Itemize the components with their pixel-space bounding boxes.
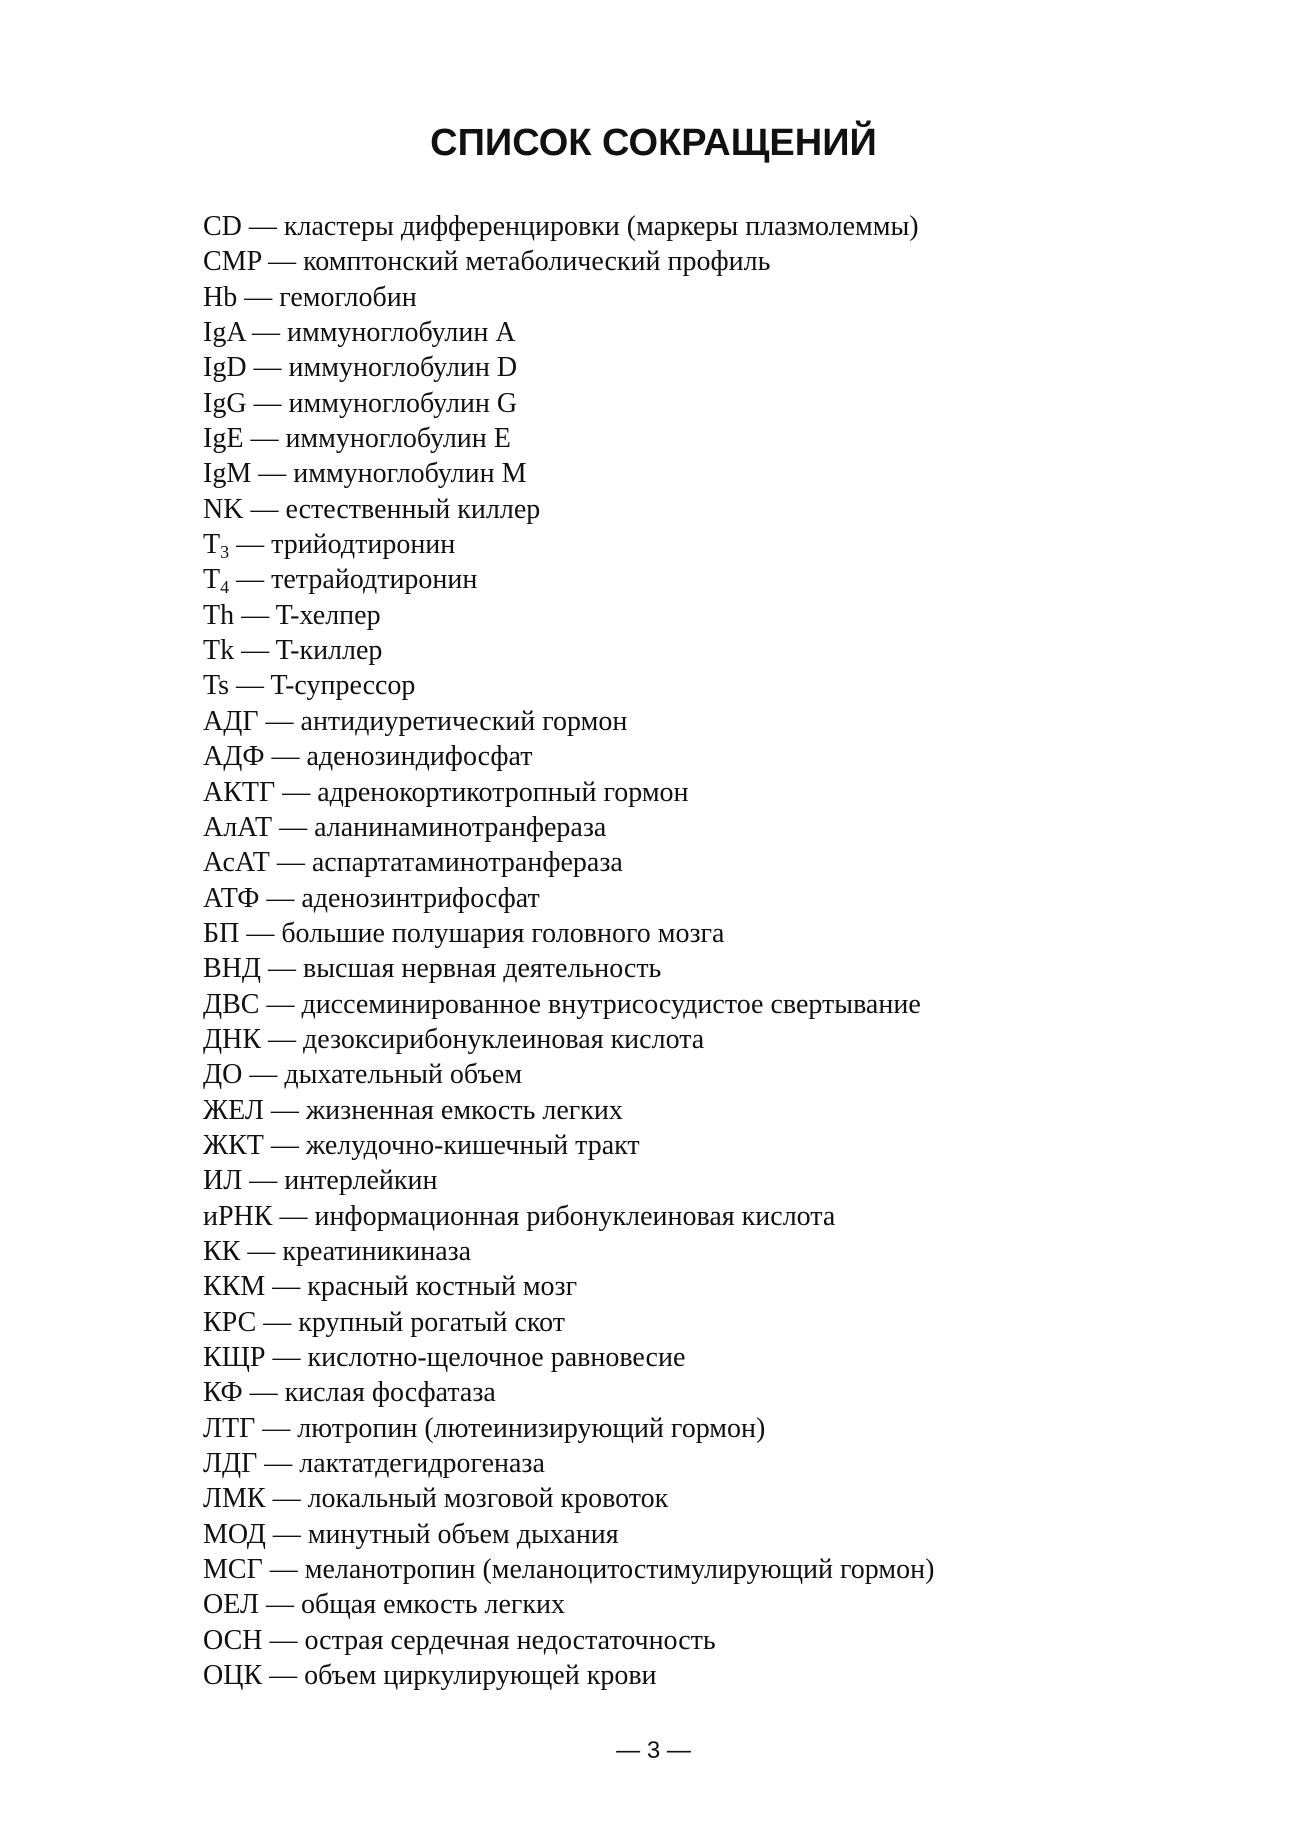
abbreviation-entry [203, 315, 1203, 350]
abbreviation-entry [203, 1587, 1203, 1622]
abbreviation-definition: острая сердечная недостаточность [304, 1624, 716, 1656]
abbreviation-term: КК [203, 1235, 241, 1267]
abbreviation-separator: — [242, 1165, 285, 1197]
abbreviation-term: NK [203, 493, 244, 525]
abbreviation-definition: аспартатаминотранфераза [311, 847, 623, 879]
abbreviation-term: МОД [203, 1518, 266, 1550]
abbreviation-term: IgA [203, 317, 245, 349]
abbreviation-separator: — [229, 564, 272, 596]
abbreviation-term: МСГ [203, 1554, 263, 1586]
abbreviation-entry [203, 209, 1203, 244]
abbreviation-entry [203, 1022, 1203, 1057]
abbreviation-definition: общая емкость легких [300, 1589, 565, 1621]
abbreviation-separator: — [234, 635, 276, 667]
abbreviation-definition: комптонский метаболический профиль [303, 246, 771, 278]
abbreviation-entry [203, 668, 1203, 703]
abbreviation-entry [203, 350, 1203, 385]
abbreviation-separator: — [272, 811, 315, 843]
abbreviation-definition: большие полушария головного мозга [281, 917, 725, 949]
abbreviation-definition: дыхательный объем [284, 1059, 523, 1091]
abbreviation-separator: — [239, 917, 282, 949]
abbreviation-separator: — [265, 1518, 308, 1550]
abbreviation-term: Th [203, 599, 235, 631]
abbreviation-entry [203, 739, 1203, 774]
abbreviation-term: ДО [203, 1059, 243, 1091]
abbreviation-term: ЛМК [203, 1483, 266, 1515]
abbreviation-entry [203, 1658, 1203, 1693]
abbreviation-term: иРНК [203, 1200, 273, 1232]
abbreviation-separator: — [245, 317, 287, 349]
abbreviation-term: IgD [203, 352, 247, 384]
abbreviation-entry [203, 1446, 1203, 1481]
abbreviation-term: $T_4$ [203, 564, 230, 598]
page-title: СПИСОК СОКРАЩЕНИЙ [430, 122, 877, 164]
abbreviation-entry [203, 386, 1203, 421]
abbreviation-definition: информационная рибонуклеиновая кислота [314, 1200, 836, 1232]
abbreviation-entry [203, 1552, 1203, 1587]
abbreviation-separator: — [261, 1023, 303, 1055]
abbreviation-entry [203, 1623, 1203, 1658]
abbreviation-separator: — [251, 458, 294, 490]
abbreviation-term: $T_3$ [203, 529, 230, 563]
abbreviation-term: КЩР [203, 1342, 266, 1373]
abbreviation-term: ЛТГ [203, 1412, 256, 1444]
abbreviation-definition: дезоксирибонуклеиновая кислота [303, 1023, 705, 1055]
abbreviation-definition: локальный мозговой кровоток [307, 1483, 669, 1515]
abbreviation-entry [203, 280, 1203, 315]
abbreviation-term: Tk [203, 635, 235, 667]
abbreviation-separator: — [246, 352, 289, 384]
abbreviation-separator: — [263, 1129, 306, 1161]
abbreviation-entry [203, 527, 1203, 562]
abbreviation-entry [203, 1340, 1203, 1375]
abbreviation-separator: — [229, 670, 271, 702]
abbreviation-term: Ts [203, 670, 230, 702]
abbreviation-definition: адренокортикотропный гормон [317, 776, 689, 808]
abbreviation-definition: минутный объем дыхания [307, 1518, 619, 1550]
abbreviation-separator: — [258, 1589, 301, 1621]
abbreviation-entry [203, 1269, 1203, 1304]
abbreviation-definition: T-хелпер [275, 599, 381, 631]
abbreviation-term: ВНД [203, 953, 261, 985]
abbreviation-separator: — [259, 988, 302, 1020]
abbreviation-entry [203, 881, 1203, 916]
abbreviation-definition: жизненная емкость легких [305, 1094, 623, 1126]
abbreviation-term: АсАТ [203, 847, 270, 879]
abbreviation-entry [203, 810, 1203, 845]
abbreviation-entry [203, 775, 1203, 810]
abbreviation-term: IgG [203, 387, 247, 419]
abbreviation-separator: — [259, 882, 302, 914]
abbreviation-definition: меланотропин (меланоцитостимулирующий гормон) [304, 1554, 935, 1586]
abbreviation-separator: — [262, 1554, 305, 1586]
abbreviation-term: ДНК [203, 1023, 261, 1055]
abbreviation-definition: кластеры дифференцировки (маркеры плазмолеммы) [283, 211, 919, 242]
abbreviation-definition: диссеминированное внутрисосудистое свертывание [301, 988, 921, 1020]
abbreviation-definition: иммуноглобулин M [293, 458, 527, 490]
abbreviation-entry [203, 845, 1203, 880]
abbreviation-entry [203, 1057, 1203, 1092]
abbreviation-term: IgE [203, 423, 244, 455]
abbreviation-definition: T-киллер [275, 635, 383, 667]
abbreviation-entry [203, 633, 1203, 668]
abbreviation-separator: — [258, 705, 301, 737]
abbreviation-definition: креатиникиназа [282, 1235, 472, 1267]
abbreviation-separator: — [229, 529, 272, 561]
abbreviation-definition: гемоглобин [279, 281, 417, 313]
abbreviation-separator: — [257, 1448, 300, 1480]
abbreviation-definition: иммуноглобулин E [285, 423, 511, 455]
abbreviation-term: АДФ [203, 741, 265, 773]
abbreviation-entry [203, 1481, 1203, 1516]
abbreviation-definition: интерлейкин [284, 1165, 438, 1197]
abbreviation-definition: аланинаминотранфераза [314, 811, 607, 843]
abbreviation-separator: — [265, 1483, 308, 1515]
abbreviation-entry [203, 456, 1203, 491]
abbreviation-definition: иммуноглобулин G [288, 387, 518, 419]
abbreviation-term: ЖЕЛ [203, 1094, 264, 1126]
abbreviation-separator: — [269, 847, 312, 879]
abbreviation-separator: — [243, 493, 286, 525]
abbreviation-separator: — [241, 211, 284, 242]
abbreviation-separator: — [255, 1412, 298, 1444]
abbreviation-term: АКТГ [203, 776, 276, 808]
abbreviation-separator: — [265, 1342, 308, 1373]
abbreviation-definition: лактатдегидрогеназа [299, 1448, 545, 1480]
abbreviation-definition: иммуноглобулин A [287, 317, 516, 349]
abbreviation-entry [203, 951, 1203, 986]
abbreviation-term: АлАТ [203, 811, 273, 843]
abbreviation-definition: крупный рогатый скот [298, 1306, 565, 1338]
abbreviation-entry [203, 1199, 1203, 1234]
abbreviation-separator: — [243, 423, 286, 455]
abbreviation-term: ОЕЛ [203, 1589, 259, 1621]
abbreviation-entry [203, 598, 1203, 633]
abbreviation-separator: — [262, 1660, 305, 1692]
abbreviation-entry [203, 244, 1203, 279]
abbreviation-term: CD [203, 211, 242, 242]
abbreviation-term: ЖКТ [203, 1129, 264, 1161]
abbreviation-separator: — [237, 281, 280, 313]
abbreviation-entry [203, 1234, 1203, 1269]
abbreviation-separator: — [264, 741, 307, 773]
abbreviation-definition: кислая фосфатаза [284, 1377, 496, 1409]
abbreviation-definition: объем циркулирующей крови [304, 1660, 657, 1692]
abbreviation-term: ОЦК [203, 1660, 263, 1692]
abbreviation-entry [203, 704, 1203, 739]
abbreviation-definition: кислотно-щелочное равновесие [307, 1342, 686, 1373]
abbreviation-entry [203, 1411, 1203, 1446]
abbreviation-term: CMP [203, 246, 262, 278]
abbreviation-entry [203, 1375, 1203, 1410]
abbreviation-term: АДГ [203, 705, 259, 737]
abbreviation-entry [203, 421, 1203, 456]
abbreviation-definition: трийодтиронин [271, 529, 456, 561]
abbreviation-separator: — [246, 387, 289, 419]
abbreviation-separator: — [263, 1094, 306, 1126]
abbreviation-subscript: 4 [220, 577, 230, 598]
abbreviation-term: АТФ [203, 882, 260, 914]
abbreviation-entry [203, 916, 1203, 951]
abbreviation-list [203, 209, 1203, 1693]
abbreviation-definition: T-супрессор [270, 670, 416, 702]
abbreviation-term: КРС [203, 1306, 257, 1338]
abbreviation-term: ОСН [203, 1624, 263, 1656]
abbreviation-entry [203, 1128, 1203, 1163]
abbreviation-definition: лютропин (лютеинизирующий гормон) [297, 1412, 766, 1444]
abbreviation-entry [203, 1517, 1203, 1552]
abbreviation-definition: антидиуретический гормон [300, 705, 628, 737]
abbreviation-separator: — [262, 1624, 305, 1656]
abbreviation-separator: — [242, 1377, 285, 1409]
abbreviation-definition: красный костный мозг [307, 1271, 578, 1303]
abbreviation-separator: — [272, 1200, 315, 1232]
abbreviation-term: КФ [203, 1377, 243, 1409]
abbreviation-separator: — [261, 246, 304, 278]
abbreviation-entry [203, 1163, 1203, 1198]
abbreviation-term: Hb [203, 281, 238, 313]
abbreviation-term: ИЛ [203, 1165, 243, 1197]
abbreviation-definition: аденозинтрифосфат [301, 882, 540, 914]
abbreviation-definition: высшая нервная деятельность [303, 953, 662, 985]
abbreviation-term: ДВС [203, 988, 260, 1020]
abbreviation-subscript: 3 [220, 542, 230, 563]
abbreviation-term: ККМ [203, 1271, 266, 1303]
abbreviation-separator: — [256, 1306, 299, 1338]
abbreviation-separator: — [265, 1271, 308, 1303]
abbreviation-separator: — [242, 1059, 285, 1091]
abbreviation-separator: — [234, 599, 276, 631]
abbreviation-entry [203, 987, 1203, 1022]
abbreviation-definition: желудочно-кишечный тракт [305, 1129, 640, 1161]
abbreviation-entry [203, 562, 1203, 597]
abbreviation-entry [203, 492, 1203, 527]
page-number: — 3 — [616, 1737, 691, 1764]
abbreviation-definition: иммуноглобулин D [288, 352, 518, 384]
abbreviation-definition: тетрайодтиронин [271, 564, 478, 596]
abbreviation-separator: — [261, 953, 303, 985]
abbreviation-term: ЛДГ [203, 1448, 258, 1480]
abbreviation-definition: аденозиндифосфат [306, 741, 533, 773]
abbreviation-term: IgM [203, 458, 252, 490]
abbreviation-definition: естественный киллер [285, 493, 541, 525]
abbreviation-entry [203, 1093, 1203, 1128]
abbreviation-term: БП [203, 917, 240, 949]
abbreviation-entry [203, 1305, 1203, 1340]
abbreviation-separator: — [240, 1235, 283, 1267]
abbreviation-separator: — [275, 776, 318, 808]
